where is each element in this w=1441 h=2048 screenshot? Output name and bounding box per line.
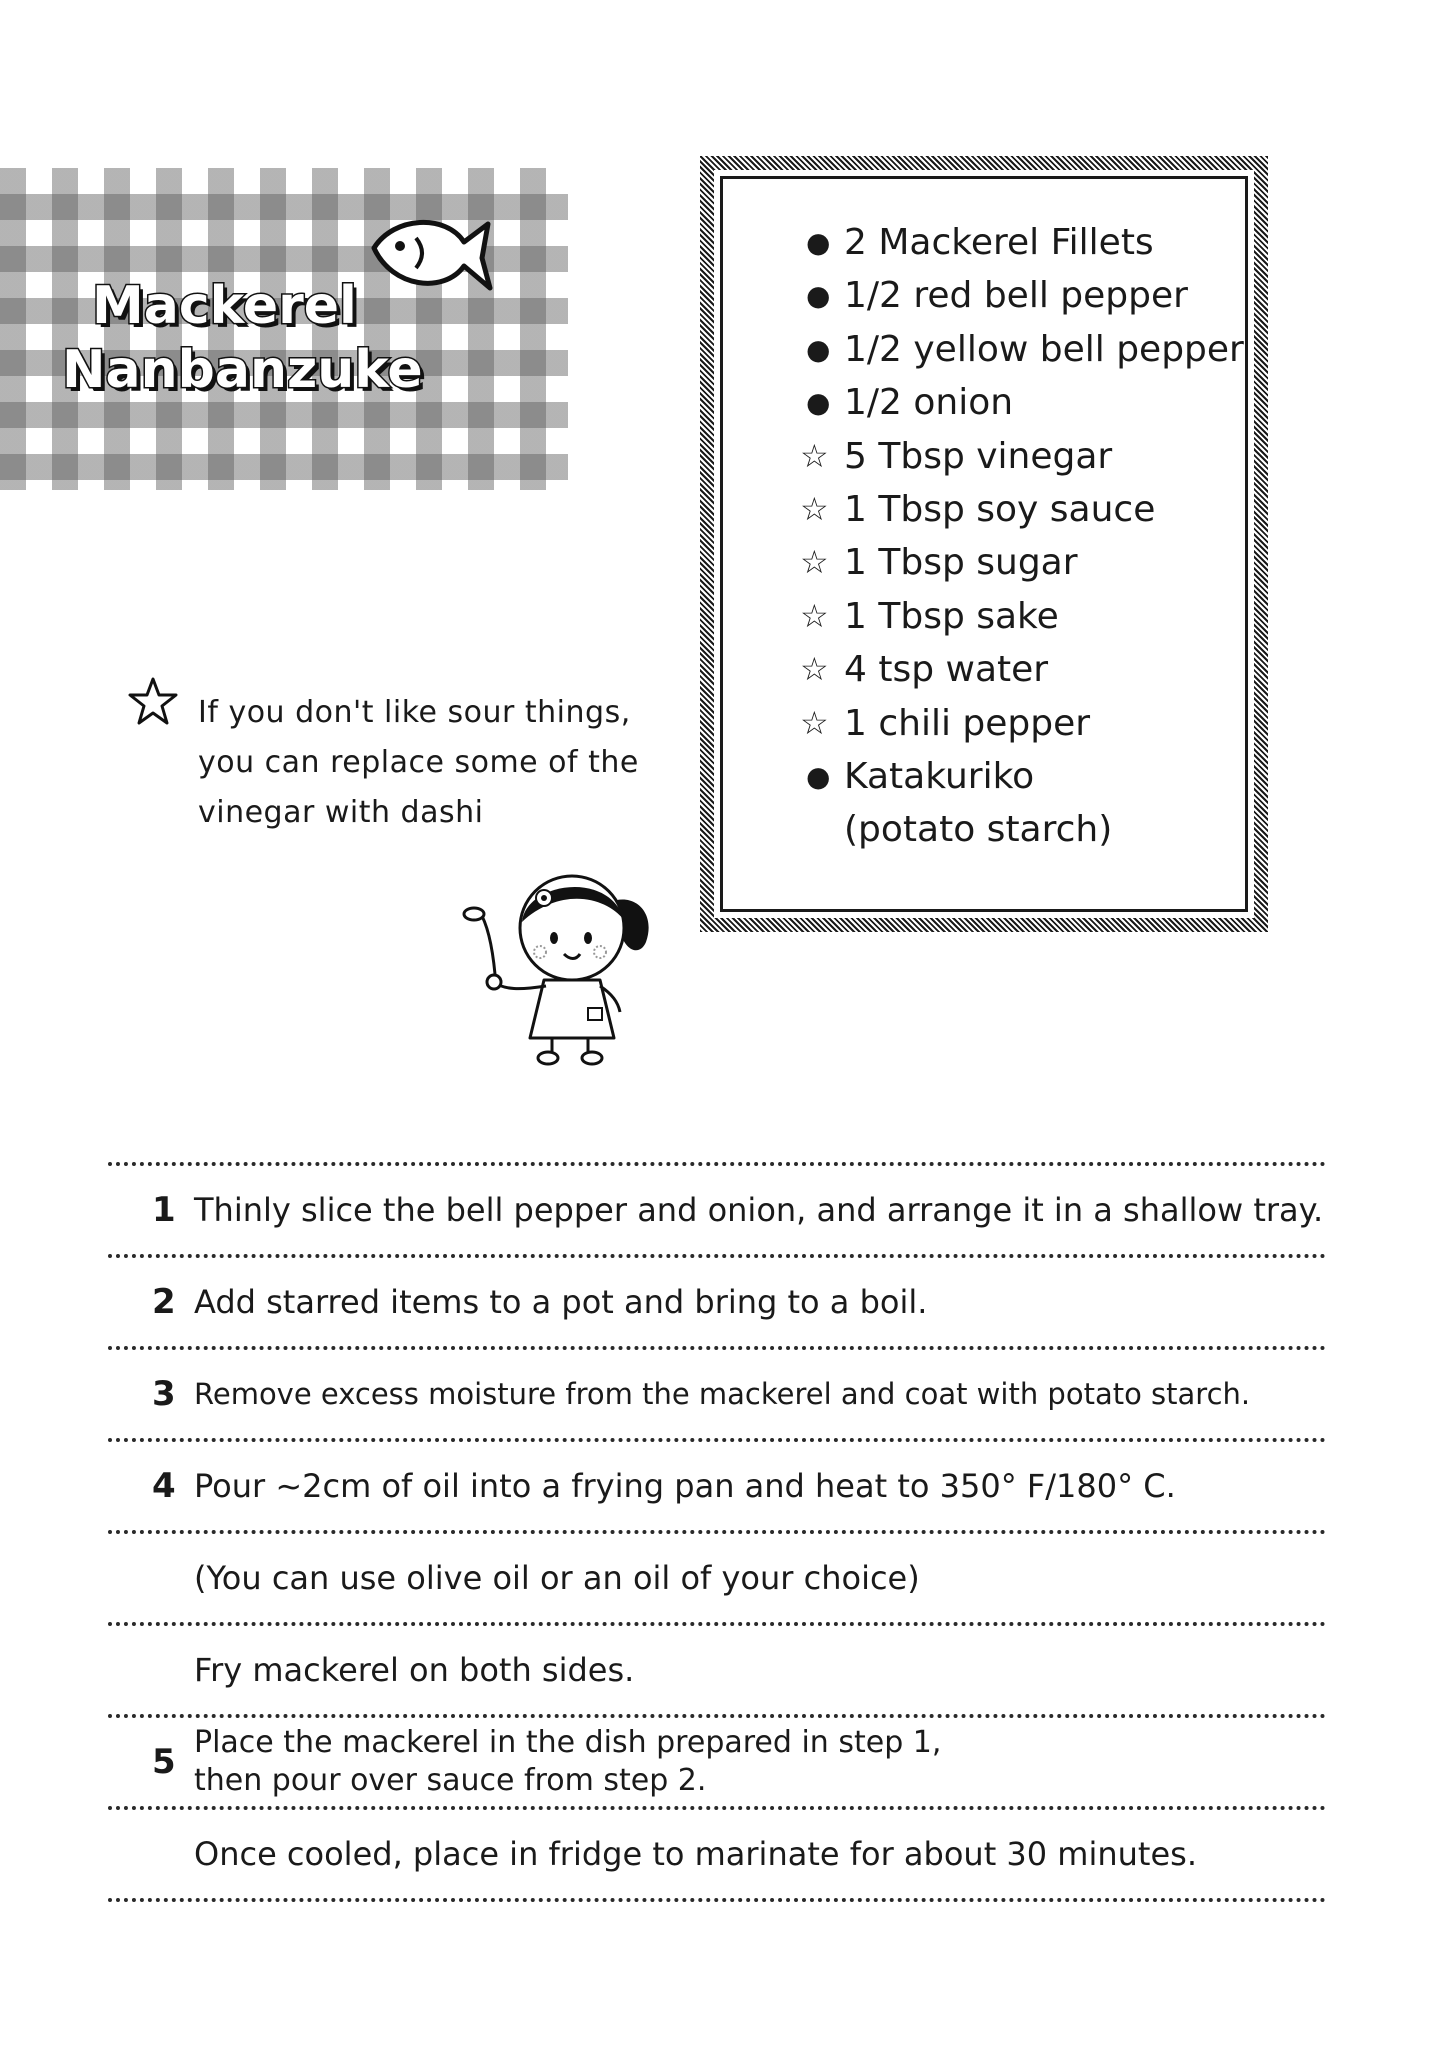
recipe-title-line-2: Nanbanzuke xyxy=(62,340,423,400)
tip-note-line: vinegar with dashi xyxy=(198,795,484,830)
star-bullet-icon: ☆ xyxy=(800,596,829,635)
chef-girl-icon xyxy=(460,862,670,1066)
recipe-title xyxy=(62,274,423,402)
bullet-icon: ● xyxy=(806,332,831,366)
step-number: 3 xyxy=(152,1374,176,1414)
ingredient-text: 2 Mackerel Fillets xyxy=(844,222,1154,263)
star-bullet-icon: ☆ xyxy=(800,650,829,689)
bullet-icon: ● xyxy=(806,226,831,259)
step-number: 1 xyxy=(152,1190,176,1230)
ingredient-item xyxy=(800,483,1244,536)
tip-note-line: you can replace some of the xyxy=(198,745,639,780)
step-text: Once cooled, place in fridge to marinate for about 30 minutes. xyxy=(194,1835,1197,1873)
ingredient-text: 1/2 yellow bell pepper xyxy=(844,328,1244,370)
ingredient-text: 1 Tbsp sake xyxy=(844,595,1059,637)
step-text: (You can use olive oil or an oil of your choice) xyxy=(194,1559,920,1597)
ingredient-item xyxy=(806,803,1244,856)
bullet-icon: ● xyxy=(806,760,831,794)
ingredient-item xyxy=(806,750,1244,803)
step-row xyxy=(108,1714,1326,1806)
ingredient-text: 4 tsp water xyxy=(844,649,1049,691)
ingredient-item xyxy=(806,216,1244,269)
tip-note-line: If you don't like sour things, xyxy=(198,695,631,730)
step-text-line: then pour over sauce from step 2. xyxy=(194,1763,707,1798)
ingredient-item xyxy=(806,376,1244,429)
step-number: 4 xyxy=(152,1466,176,1506)
ingredient-text: 1/2 red bell pepper xyxy=(844,275,1188,317)
bullet-icon: ● xyxy=(806,279,831,313)
recipe-title-line-1: Mackerel xyxy=(92,276,357,336)
ingredient-item xyxy=(800,643,1244,696)
ingredients-panel xyxy=(700,156,1268,932)
ingredient-text: (potato starch) xyxy=(844,809,1113,851)
ingredient-item xyxy=(806,269,1244,322)
star-icon xyxy=(128,676,178,726)
ingredient-text: 1 chili pepper xyxy=(844,702,1091,744)
step-text: Pour ~2cm of oil into a frying pan and heat to 350° F/180° C. xyxy=(194,1467,1176,1505)
step-text xyxy=(194,1724,941,1812)
star-bullet-icon: ☆ xyxy=(800,490,829,529)
ingredient-item xyxy=(800,430,1244,483)
ingredient-text: 5 Tbsp vinegar xyxy=(844,435,1113,477)
ingredient-item xyxy=(806,323,1244,376)
star-bullet-icon: ☆ xyxy=(800,703,829,742)
step-text-line: Place the mackerel in the dish prepared in step 1, xyxy=(194,1725,942,1760)
step-text: Remove excess moisture from the mackerel and coat with potato starch. xyxy=(194,1377,1251,1411)
star-bullet-icon: ☆ xyxy=(800,436,829,475)
step-row xyxy=(108,1806,1326,1902)
ingredient-text: 1 Tbsp soy sauce xyxy=(844,489,1156,531)
ingredient-list xyxy=(800,216,1244,857)
step-row xyxy=(108,1438,1326,1530)
step-row xyxy=(108,1530,1326,1622)
step-number: 2 xyxy=(152,1282,176,1322)
tip-note xyxy=(198,688,698,838)
ingredient-text: 1/2 onion xyxy=(844,382,1014,424)
ingredient-item xyxy=(800,697,1244,750)
star-bullet-icon: ☆ xyxy=(800,543,829,582)
step-text: Thinly slice the bell pepper and onion, and arrange it in a shallow tray. xyxy=(194,1191,1324,1229)
ingredient-item xyxy=(800,590,1244,643)
bullet-icon: ● xyxy=(806,386,831,420)
ingredient-text: Katakuriko xyxy=(844,756,1035,798)
instructions-table xyxy=(108,1162,1326,1902)
step-row xyxy=(108,1162,1326,1254)
ingredient-item xyxy=(800,536,1244,589)
step-row xyxy=(108,1254,1326,1346)
step-number: 5 xyxy=(152,1742,176,1782)
step-text: Fry mackerel on both sides. xyxy=(194,1651,635,1689)
ingredient-text: 1 Tbsp sugar xyxy=(844,542,1078,584)
step-row xyxy=(108,1622,1326,1714)
title-banner xyxy=(0,168,568,490)
step-text: Add starred items to a pot and bring to a boil. xyxy=(194,1283,928,1321)
step-row xyxy=(108,1346,1326,1438)
